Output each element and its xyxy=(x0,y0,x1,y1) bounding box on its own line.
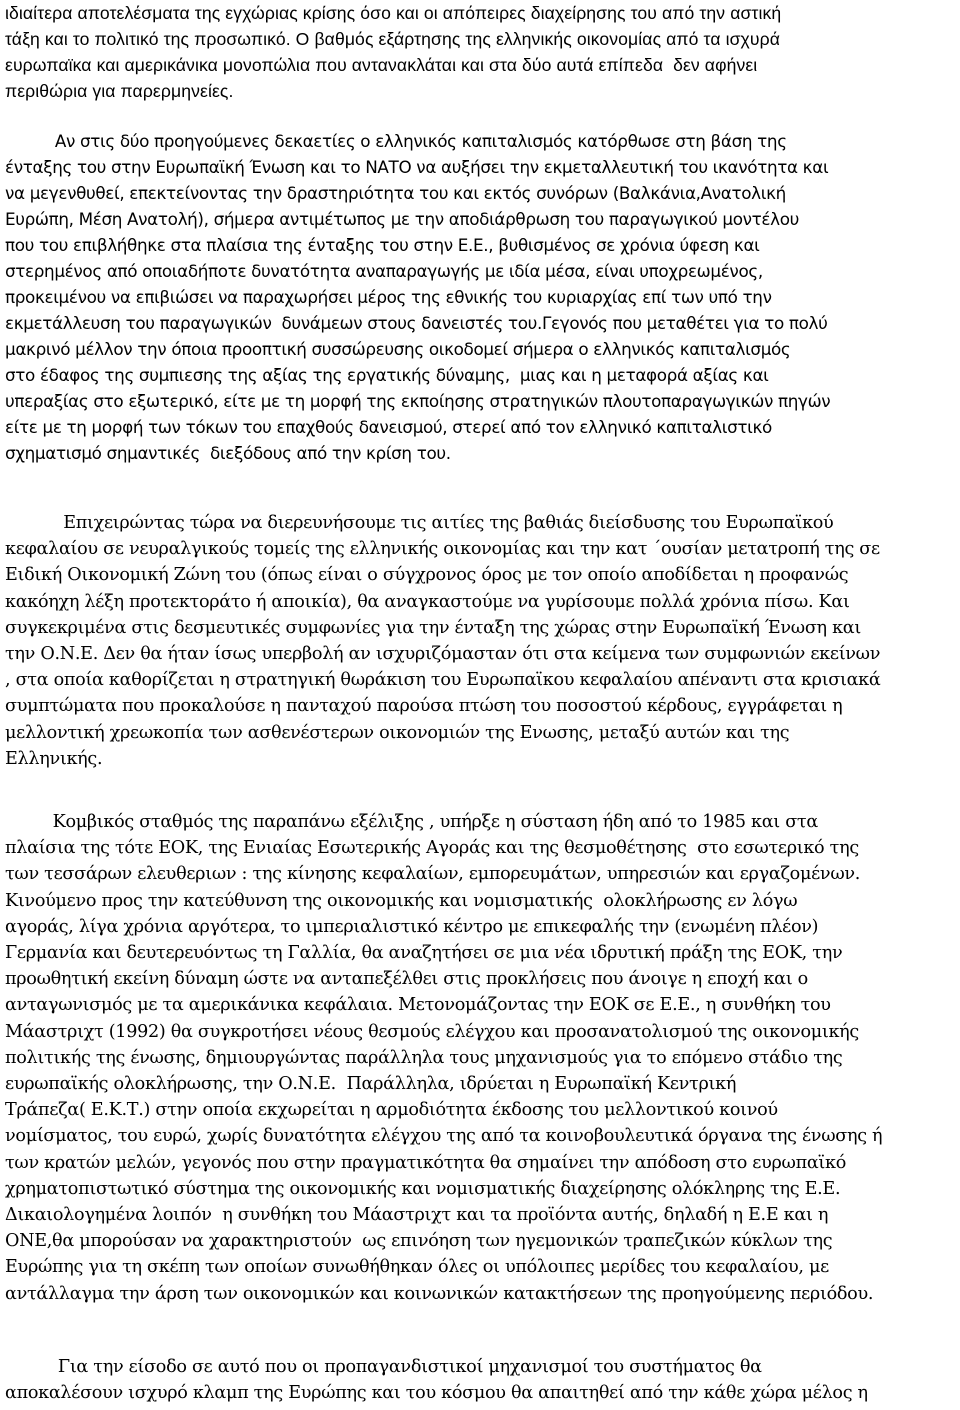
text-line: αγοράς, λίγα χρόνια αργότερα, το ιμπεριαλιστικό κέντρο με επικεφαλής την (ενωμένη πλέον) xyxy=(5,916,819,937)
text-line: εκμετάλλευση του παραγωγικών δυνάμεων στους δανειστές του.Γεγονός που μεταθέτει για το πολύ xyxy=(5,313,828,333)
paragraph-1 xyxy=(5,0,955,104)
text-line: πλαίσια της τότε ΕΟΚ, της Ενιαίας Εσωτερικής Αγοράς και της θεσμοθέτησης στο εσωτερικό της xyxy=(5,838,859,859)
text-line: σχηματισμό σημαντικές διεξόδους από την κρίση του. xyxy=(5,443,451,463)
paragraph-2 xyxy=(5,128,955,466)
text-line: Ευρώπη, Μέση Ανατολή), σήμερα αντιμέτωπος με την αποδιάρθρωση του παραγωγικού μοντέλου xyxy=(5,209,799,229)
text-line: Ειδική Οικονομική Ζώνη του (όπως είναι ο σύγχρονος όρος με τον οποίο αποδίδεται η προφανώς xyxy=(5,565,849,586)
text-line: νομίσματος, του ευρώ, χωρίς δυνατότητα ελέγχου της από τα κοινοβουλευτικά όργανα της ένωσης ή xyxy=(5,1126,883,1147)
text-line: υπεραξίας στο εξωτερικό, είτε με τη μορφή της εκποίησης στρατηγικών πλουτοπαραγωγικών πηγών xyxy=(5,391,831,411)
text-line: κεφαλαίου σε νευραλγικούς τομείς της ελληνικής οικονομίας και την κατ ΄ουσίαν μετατροπή της σε xyxy=(5,539,880,560)
text-line: την Ο.Ν.Ε. Δεν θα ήταν ίσως υπερβολή αν ισχυριζόμασταν ότι στα κείμενα των συμφωνιών εκείνων xyxy=(5,644,881,665)
text-line: των τεσσάρων ελευθεριων : της κίνησης κεφαλαίων, εμπορευμάτων, υπηρεσιών και εργαζομένων. xyxy=(5,864,861,885)
paragraph-3 xyxy=(5,510,955,772)
text-line: περιθώρια για παρερμηνείες. xyxy=(5,81,234,101)
text-line: Αν στις δύο προηγούμενες δεκαετίες ο ελληνικός καπιταλισμός κατόρθωσε στη βάση της xyxy=(5,131,787,151)
text-line: τάξη και το πολιτικό της προσωπικό. Ο βαθμός εξάρτησης της ελληνικής οικονομίας από τα ισχυρά xyxy=(5,29,780,49)
text-line: Επιχειρώντας τώρα να διερευνήσουμε τις αιτίες της βαθιάς διείσδυσης του Ευρωπαϊκού xyxy=(5,513,834,533)
text-line: πολιτικής της ένωσης, δημιουργώντας παράλληλα τους μηχανισμούς για το επόμενο στάδιο της xyxy=(5,1047,843,1068)
text-line: Ευρώπης για τη σκέπη των οποίων συνωθήθηκαν όλες οι υπόλοιπες μερίδες του κεφαλαίου, με xyxy=(5,1257,829,1278)
text-line: ευρωπαϊκής ολοκλήρωσης, την Ο.Ν.Ε. Παράλληλα, ιδρύεται η Ευρωπαϊκή Κεντρική xyxy=(5,1074,737,1095)
text-line: , στα οποία καθορίζεται η στρατηγική θωράκιση του Ευρωπαϊκου κεφαλαίου απέναντι στα κρισιακά xyxy=(5,670,881,691)
paragraph-4 xyxy=(5,809,955,1307)
text-line: προωθητική εκείνη δύναμη ώστε να ανταπεξέλθει στις προκλήσεις που άνοιγε η εποχή και ο xyxy=(5,969,808,990)
text-line: χρηματοπιστωτικό σύστημα της οικονομικής και νομισματικής διαχείρησης ολόκληρης της Ε.Ε. xyxy=(5,1178,841,1199)
text-line: Δικαιολογημένα λοιπόν η συνθήκη του Μάαστριχτ και τα προϊόντα αυτής, δηλαδή η Ε.Ε και η xyxy=(5,1205,829,1226)
text-line: μελλοντική χρεωκοπία των ασθενέστερων οικονομιών της Ενωσης, μεταξύ αυτών και της xyxy=(5,722,790,743)
text-line: συμπτώματα που προκαλούσε η πανταχού παρούσα πτώση του ποσοστού κέρδους, εγγράφεται η xyxy=(5,696,843,717)
text-line: αποκαλέσουν ισχυρό κλαμπ της Ευρώπης και του κόσμου θα απαιτηθεί από την κάθε χώρα μέλος η xyxy=(5,1383,868,1404)
text-line: μακρινό μέλλον την όποια προοπτική συσσώρευσης οικοδομεί σήμερα ο ελληνικός καπιταλισμός xyxy=(5,339,791,359)
text-line: Γερμανία και δευτερευόντως τη Γαλλία, θα αναζητήσει σε μια νέα ιδρυτική πράξη της ΕΟΚ, την xyxy=(5,943,843,964)
text-line: ευρωπαϊκα και αμερικάνικα μονοπώλια που αντανακλάται και στα δύο αυτά επίπεδα δεν αφήνει xyxy=(5,55,758,75)
text-line: Ελληνικής. xyxy=(5,748,103,769)
text-line: των κρατών μελών, γεγονός που στην πραγματικότητα θα σημαίνει την απόδοση στο ευρωπαϊκό xyxy=(5,1152,847,1173)
text-line: στο έδαφος της συμπιεσης της αξίας της εργατικής δύναμης, μιας και η μεταφορά αξίας και xyxy=(5,365,769,385)
paragraph-5 xyxy=(5,1354,955,1406)
text-line: συγκεκριμένα στις δεσμευτικές συμφωνίες για την ένταξη της χώρας στην Ευρωπαϊκή Ένωση και xyxy=(5,617,861,638)
text-line: ιδιαίτερα αποτελέσματα της εγχώριας κρίσης όσο και οι απόπειρες διαχείρησης του από την αστική xyxy=(5,3,782,23)
text-line: Κινούμενο προς την κατεύθυνση της οικονομικής και νομισματικής ολοκλήρωσης εν λόγω xyxy=(5,890,798,911)
text-line: Κομβικός σταθμός της παραπάνω εξέλιξης , υπήρξε η σύσταση ήδη από το 1985 και στα xyxy=(5,812,818,832)
text-line: είτε με τη μορφή των τόκων του επαχθούς δανεισμού, στερεί από τον ελληνικό καπιταλιστικό xyxy=(5,417,772,437)
text-line: να μεγενθυθεί, επεκτείνοντας την δραστηριότητα του και εκτός συνόρων (Βαλκάνια,Ανατολική xyxy=(5,183,786,203)
text-line: στερημένος από οποιαδήποτε δυνατότητα αναπαραγωγής με ιδία μέσα, είναι υποχρεωμένος, xyxy=(5,261,763,281)
text-line: ένταξης του στην Ευρωπαϊκή Ένωση και το ΝΑΤΟ να αυξήσει την εκμεταλλευτική του ικανότητα και xyxy=(5,157,829,177)
text-line: κακόηχη λέξη προτεκτοράτο ή αποικία), θα αναγκαστούμε να γυρίσουμε πολλά χρόνια πίσω. Και xyxy=(5,591,850,612)
text-line: ανταγωνισμός με τα αμερικάνικα κεφάλαια. Μετονομάζοντας την ΕΟΚ σε Ε.Ε., η συνθήκη του xyxy=(5,995,831,1016)
text-line: προκειμένου να επιβιώσει να παραχωρήσει μέρος της εθνικής του κυριαρχίας επί των υπό την xyxy=(5,287,772,307)
text-line: ΟΝΕ,θα μπορούσαν να χαρακτηριστούν ως επινόηση των ηγεμονικών τραπεζικών κύκλων της xyxy=(5,1231,833,1252)
text-line: που του επιβλήθηκε στα πλαίσια της ένταξης του στην Ε.Ε., βυθισμένος σε χρόνια ύφεση και xyxy=(5,235,760,255)
text-line: Για την είσοδο σε αυτό που οι προπαγανδιστικοί μηχανισμοί του συστήματος θα xyxy=(5,1357,762,1377)
text-line: αντάλλαγμα την άρση των οικονομικών και κοινωνικών κατακτήσεων της προηγούμενης περιόδου. xyxy=(5,1283,874,1304)
text-line: Τράπεζα( Ε.Κ.Τ.) στην οποία εκχωρείται η αρμοδιότητα έκδοσης του μελλοντικού κοινού xyxy=(5,1100,778,1121)
text-line: Μάαστριχτ (1992) θα συγκροτήσει νέους θεσμούς ελέγχου και προσανατολισμού της οικονομικής xyxy=(5,1021,859,1042)
